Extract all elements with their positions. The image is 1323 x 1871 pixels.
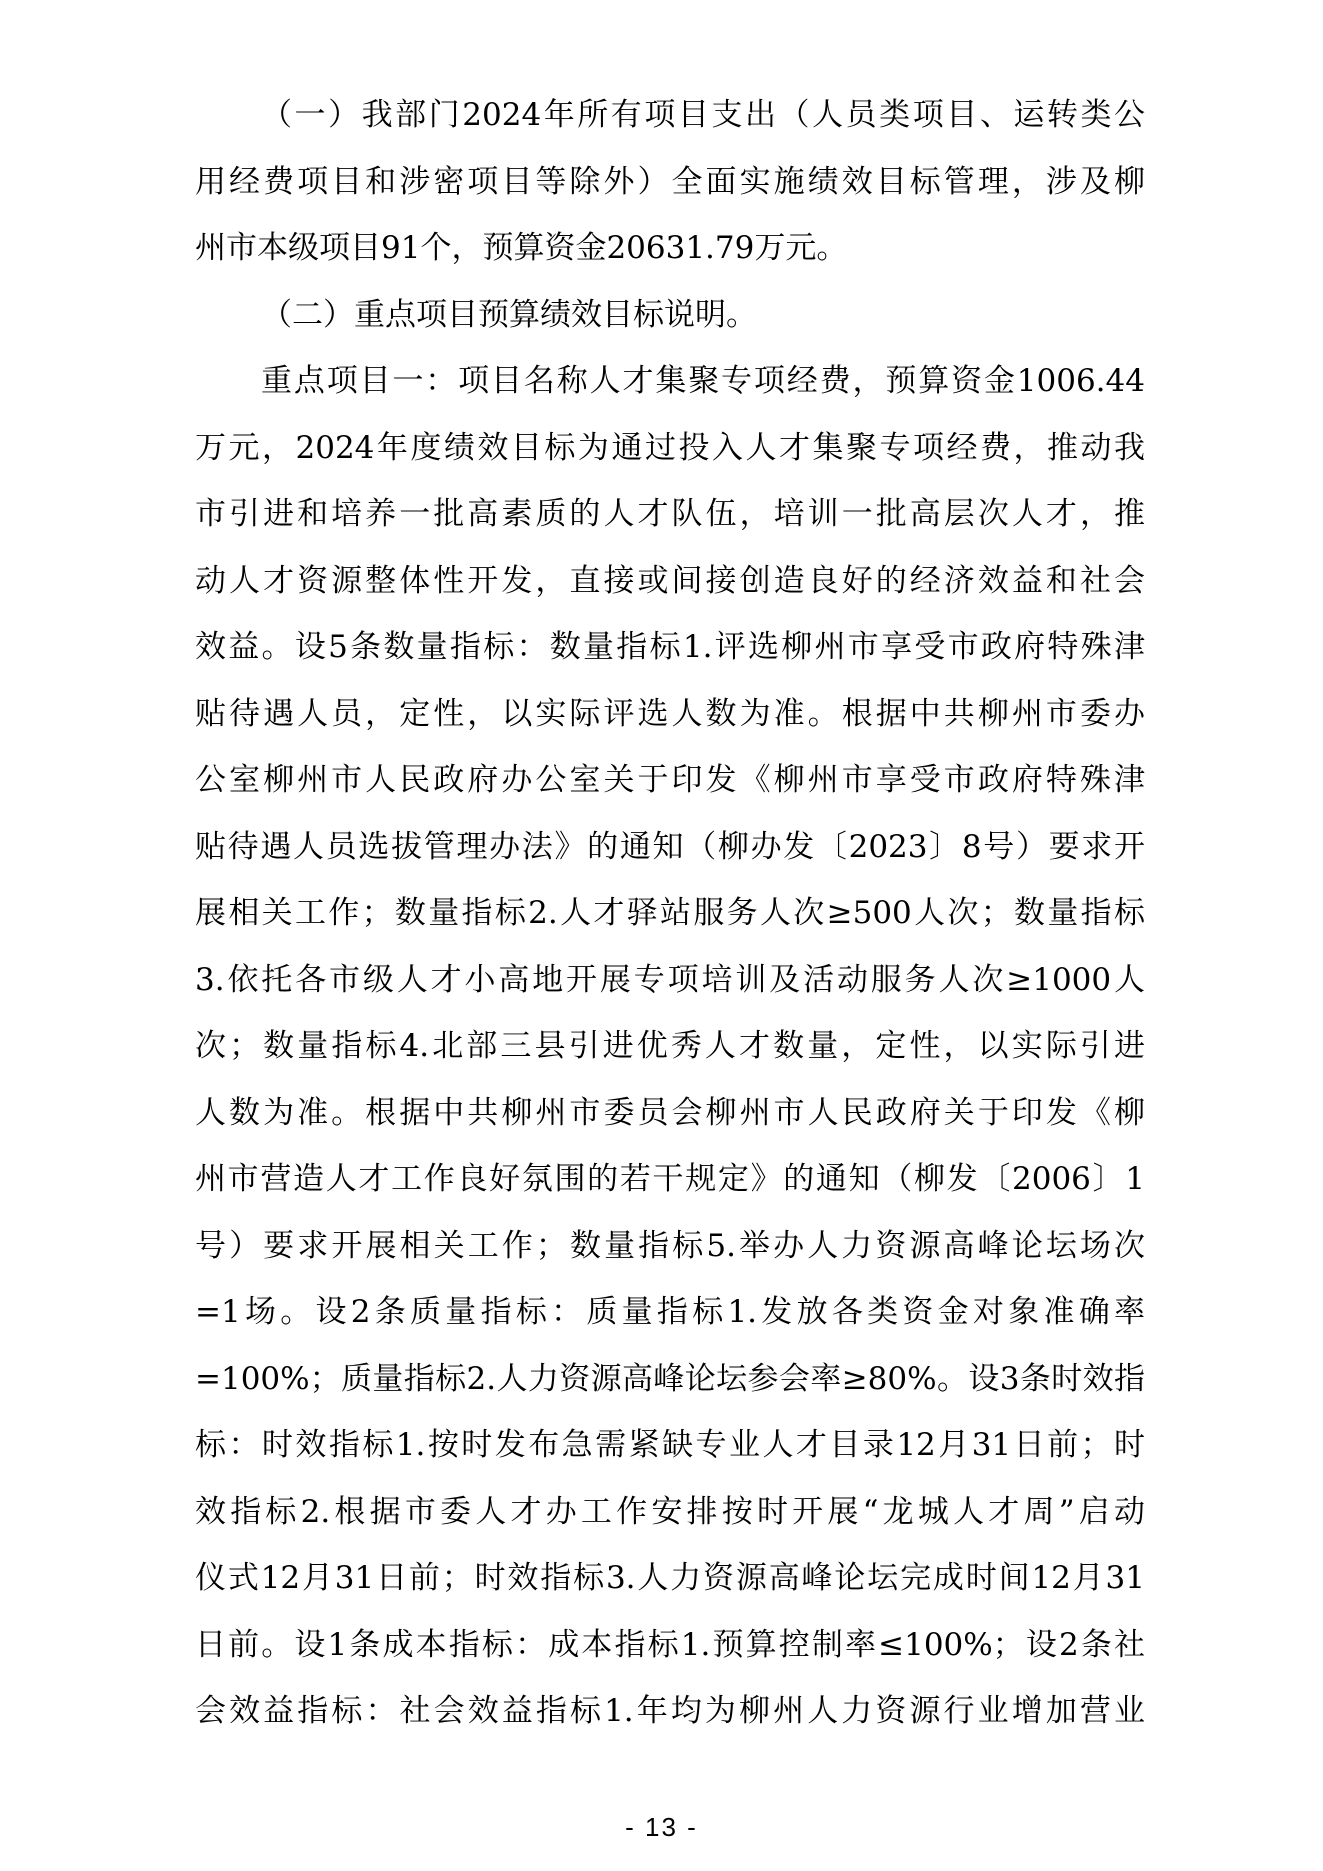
text-line: 3.依托各市级人才小高地开展专项培训及活动服务人次≥1000人 — [195, 961, 1145, 998]
text-line: （一）我部门2024年所有项目支出（人员类项目、运转类公 — [261, 97, 1145, 133]
text-line: 公室柳州市人民政府办公室关于印发《柳州市享受市政府特殊津 — [195, 762, 1145, 798]
text-line: 标：时效指标1.按时发布急需紧缺专业人才目录12月31日前；时 — [195, 1427, 1145, 1463]
text-line: =1场。设2条质量指标：质量指标1.发放各类资金对象准确率 — [195, 1294, 1145, 1330]
text-line: 日前。设1条成本指标：成本指标1.预算控制率≤100%；设2条社 — [195, 1626, 1145, 1663]
text-line: 仪式12月31日前；时效指标3.人力资源高峰论坛完成时间12月31 — [195, 1560, 1145, 1596]
text-line: 效指标2.根据市委人才办工作安排按时开展“龙城人才周”启动 — [195, 1493, 1145, 1530]
text-line: 市引进和培养一批高素质的人才队伍，培训一批高层次人才，推 — [195, 496, 1145, 532]
text-line: 效益。设5条数量指标：数量指标1.评选柳州市享受市政府特殊津 — [195, 629, 1145, 665]
text-line: =100%；质量指标2.人力资源高峰论坛参会率≥80%。设3条时效指 — [195, 1360, 1145, 1397]
text-line: 展相关工作；数量指标2.人才驿站服务人次≥500人次；数量指标 — [195, 895, 1145, 931]
text-line: 州市营造人才工作良好氛围的若干规定》的通知（柳发〔2006〕1 — [195, 1161, 1145, 1197]
text-line: 贴待遇人员选拔管理办法》的通知（柳办发〔2023〕8号）要求开 — [195, 828, 1145, 865]
document-body — [195, 82, 1145, 1745]
text-line: 会效益指标：社会效益指标1.年均为柳州人力资源行业增加营业 — [195, 1693, 1145, 1729]
text-line: 贴待遇人员，定性，以实际评选人数为准。根据中共柳州市委办 — [195, 695, 1145, 732]
text-line: 州市本级项目91个，预算资金20631.79万元。 — [195, 230, 848, 266]
page-number: - 13 - — [625, 1812, 698, 1842]
text-line: （二）重点项目预算绩效目标说明。 — [261, 296, 757, 333]
text-line: 号）要求开展相关工作；数量指标5.举办人力资源高峰论坛场次 — [195, 1227, 1145, 1264]
text-line: 重点项目一：项目名称人才集聚专项经费，预算资金1006.44 — [261, 363, 1145, 399]
text-line: 次；数量指标4.北部三县引进优秀人才数量，定性，以实际引进 — [195, 1028, 1145, 1064]
text-line: 动人才资源整体性开发，直接或间接创造良好的经济效益和社会 — [195, 562, 1145, 599]
text-line: 用经费项目和涉密项目等除外）全面实施绩效目标管理，涉及柳 — [195, 163, 1145, 200]
text-line: 万元，2024年度绩效目标为通过投入人才集聚专项经费，推动我 — [195, 429, 1145, 466]
text-line: 人数为准。根据中共柳州市委员会柳州市人民政府关于印发《柳 — [195, 1094, 1145, 1131]
